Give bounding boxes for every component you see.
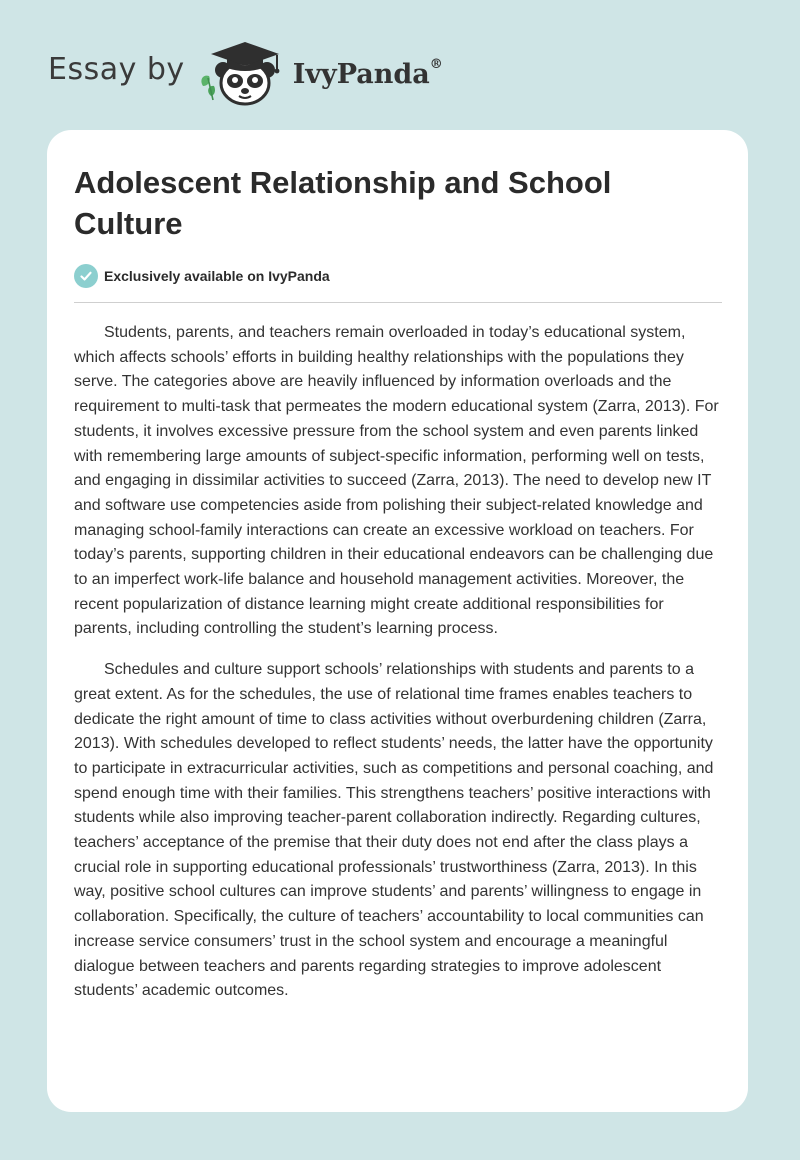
badge-label: Exclusively available on IvyPanda [104,268,330,284]
brand-header [48,36,443,108]
registered-mark: ® [429,56,443,72]
exclusive-badge [74,264,722,303]
panda-graduation-cap-icon[interactable] [197,36,293,108]
check-icon [74,264,98,288]
essay-body [74,321,722,1004]
brand-prefix: Essay by [48,51,185,87]
essay-card [47,130,748,1112]
brand-name-text: IvyPanda [292,58,430,90]
paragraph: Schedules and culture support schools’ relationships with students and parents to a great extent. As for the schedules, the use of relational time frames enables teachers to dedicate the right amount of time to class activities without overburdening children (Zarra, 2013). With schedules developed to reflect students’ needs, the latter have the opportunity to participate in extracurricular activities, such as competitions and personal coaching, and spend enough time with their families. This strengthens teachers’ positive interactions with students while also improving teacher-parent collaboration indirectly. Regarding cultures, teachers’ acceptance of the premise that their duty does not end after the class plays a crucial role in supporting educational professionals’ trustworthiness (Zarra, 2013). In this way, positive school cultures can improve students’ and parents’ willingness to engage in collaboration. Specifically, the culture of teachers’ accountability to local communities can increase service consumers’ trust in the school system and encourage a meaningful dialogue between teachers and parents regarding strategies to improve adolescent students’ academic outcomes. [74,661,714,1000]
paragraph: Students, parents, and teachers remain overloaded in today’s educational system, which affects schools’ efforts in building healthy relationships with the populations they serve. The categories above are heavily influenced by information overloads and the requirement to multi-task that permeates the modern educational system (Zarra, 2013). For students, it involves excessive pressure from the school system and even parents linked with remembering large amounts of subject-specific information, performing well on tests, and engaging in dissimilar activities to succeed (Zarra, 2013). The need to develop new IT and software use competencies aside from polishing their subject-related knowledge and managing school-family interactions can create an excessive workload on teachers. For today’s parents, supporting children in their educational endeavors can be challenging due to an imperfect work-life balance and household management activities. Moreover, the recent popularization of distance learning might create additional responsibilities for parents, including controlling the student’s learning process. [74,324,719,638]
brand-name[interactable] [292,56,443,90]
page-title: Adolescent Relationship and School Culture [74,165,612,241]
